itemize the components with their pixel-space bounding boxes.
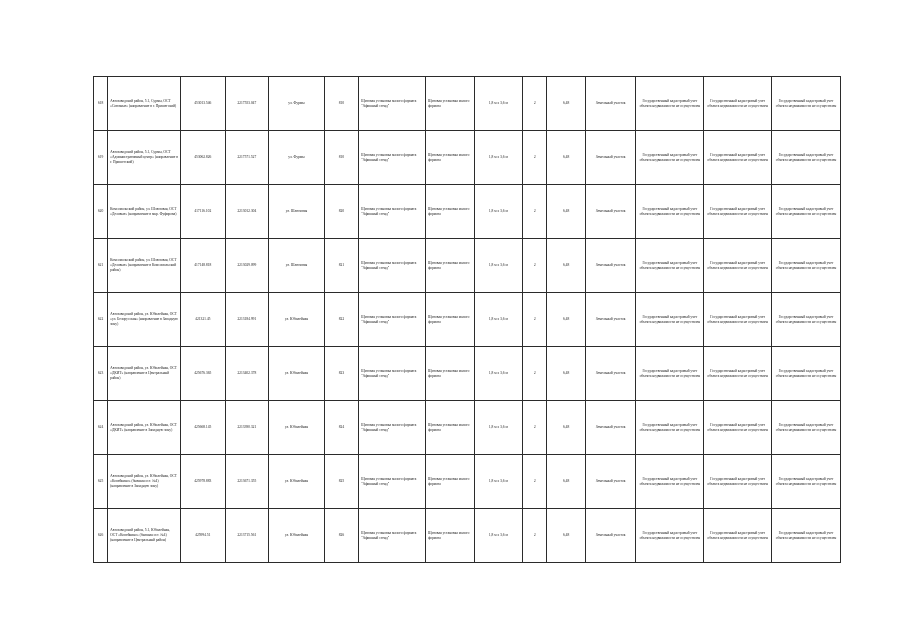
size-cell: 1,8 м х 3,6 м — [474, 131, 523, 185]
table-row — [94, 131, 841, 185]
cadastral-status-cell: Государственный кадастровый учет объекта недвижимости не осуществлен — [772, 239, 841, 293]
coordinate-y-cell: 2217553.047 — [225, 77, 269, 131]
coordinate-x-cell: 425668.145 — [181, 401, 226, 455]
construction-cell: Щитовая установка малого формата "Афишный стенд" — [359, 347, 426, 401]
area-cell: 6,48 — [547, 131, 585, 185]
cadastral-status-cell: Государственный кадастровый учет объекта недвижимости не осуществлен — [636, 293, 704, 347]
construction-cell: Щитовая установка малого формата "Афишный стенд" — [359, 185, 426, 239]
cadastral-status-cell: Государственный кадастровый учет объекта недвижимости не осуществлен — [772, 293, 841, 347]
cadastral-status-cell: Государственный кадастровый учет объекта недвижимости не осуществлен — [704, 77, 772, 131]
cadastral-status-cell: Государственный кадастровый учет объекта недвижимости не осуществлен — [704, 239, 772, 293]
area-cell: 6,48 — [547, 509, 585, 563]
structure-code-cell: 823 — [324, 347, 358, 401]
advertising-structures-table — [93, 76, 841, 563]
coordinate-x-cell: 453013.546 — [181, 77, 226, 131]
table-row — [94, 77, 841, 131]
address-cell: Автозаводский район, 5.1, Сурмы, ОСТ «Административный центр» (направление в г. Пришегский) — [108, 131, 181, 185]
area-cell: 6,48 — [547, 455, 585, 509]
land-type-cell: Земельный участок — [585, 347, 636, 401]
land-type-cell: Земельный участок — [585, 77, 636, 131]
sides-cell: 2 — [523, 239, 547, 293]
size-cell: 1,8 м х 3,6 м — [474, 77, 523, 131]
coordinate-x-cell: 425978.883 — [181, 455, 226, 509]
structure-type-cell: Щитовая установка малого формата — [425, 131, 474, 185]
cadastral-status-cell: Государственный кадастровый учет объекта недвижимости не осуществлен — [636, 401, 704, 455]
construction-cell: Щитовая установка малого формата "Афишный стенд" — [359, 131, 426, 185]
table-row — [94, 401, 841, 455]
row-number: 623 — [94, 347, 108, 401]
land-type-cell: Земельный участок — [585, 509, 636, 563]
sides-cell: 2 — [523, 509, 547, 563]
cadastral-status-cell: Государственный кадастровый учет объекта недвижимости не осуществлен — [772, 347, 841, 401]
structure-type-cell: Щитовая установка малого формата — [425, 401, 474, 455]
structure-code-cell: 822 — [324, 293, 358, 347]
coordinate-x-cell: 417148.818 — [181, 239, 226, 293]
area-cell: 6,48 — [547, 401, 585, 455]
cadastral-status-cell: Государственный кадастровый учет объекта недвижимости не осуществлен — [636, 455, 704, 509]
row-number: 618 — [94, 77, 108, 131]
address-cell: Автозаводский район, ул. Юбилейная, ОСТ «ДКИТ» (направление в Западную зону) — [108, 401, 181, 455]
construction-cell: Щитовая установка малого формата "Афишный стенд" — [359, 401, 426, 455]
sides-cell: 2 — [523, 293, 547, 347]
cadastral-status-cell: Государственный кадастровый учет объекта недвижимости не осуществлен — [704, 347, 772, 401]
table-row — [94, 347, 841, 401]
coordinate-x-cell: 425676.365 — [181, 347, 226, 401]
cadastral-status-cell: Государственный кадастровый учет объекта недвижимости не осуществлен — [704, 293, 772, 347]
structure-type-cell: Щитовая установка малого формата — [425, 293, 474, 347]
table-row — [94, 293, 841, 347]
structure-type-cell: Щитовая установка малого формата — [425, 509, 474, 563]
coordinate-y-cell: 2213715.561 — [225, 509, 269, 563]
structure-code-cell: 810 — [324, 77, 358, 131]
size-cell: 1,8 м х 3,6 м — [474, 347, 523, 401]
cadastral-status-cell: Государственный кадастровый учет объекта недвижимости не осуществлен — [636, 239, 704, 293]
street-cell: ул. Юбилейная — [269, 293, 325, 347]
cadastral-status-cell: Государственный кадастровый учет объекта недвижимости не осуществлен — [772, 131, 841, 185]
coordinate-x-cell: 425994.51 — [181, 509, 226, 563]
coordinate-y-cell: 2217571.527 — [225, 131, 269, 185]
row-number: 622 — [94, 293, 108, 347]
cadastral-status-cell: Государственный кадастровый учет объекта недвижимости не осуществлен — [636, 347, 704, 401]
cadastral-status-cell: Государственный кадастровый учет объекта недвижимости не осуществлен — [772, 455, 841, 509]
street-cell: ул. Юбилейная — [269, 401, 325, 455]
sides-cell: 2 — [523, 77, 547, 131]
size-cell: 1,8 м х 3,6 м — [474, 455, 523, 509]
construction-cell: Щитовая установка малого формата "Афишный стенд" — [359, 293, 426, 347]
address-cell: Комсомольский район, ул. Шлюзовая, ОСТ «Деловые» (направление в мкр. Фуфирова) — [108, 185, 181, 239]
cadastral-status-cell: Государственный кадастровый учет объекта недвижимости не осуществлен — [704, 185, 772, 239]
row-number: 621 — [94, 239, 108, 293]
address-cell: Автозаводский район, 5.1, Сурмы, ОСТ «Союзные» (направление в г. Пришегский) — [108, 77, 181, 131]
row-number: 624 — [94, 401, 108, 455]
cadastral-status-cell: Государственный кадастровый учет объекта недвижимости не осуществлен — [704, 401, 772, 455]
row-number: 619 — [94, 131, 108, 185]
cadastral-status-cell: Государственный кадастровый учет объекта недвижимости не осуществлен — [772, 401, 841, 455]
cadastral-status-cell: Государственный кадастровый учет объекта недвижимости не осуществлен — [636, 77, 704, 131]
street-cell: ул. Фурмы — [269, 77, 325, 131]
structure-code-cell: 824 — [324, 401, 358, 455]
street-cell: ул. Шлюзовая — [269, 239, 325, 293]
land-type-cell: Земельный участок — [585, 131, 636, 185]
construction-cell: Щитовая установка малого формата "Афишный стенд" — [359, 239, 426, 293]
coordinate-y-cell: 2213390.321 — [225, 401, 269, 455]
street-cell: ул. Юбилейная — [269, 455, 325, 509]
sides-cell: 2 — [523, 455, 547, 509]
table-row — [94, 185, 841, 239]
coordinate-x-cell: 417116.102 — [181, 185, 226, 239]
size-cell: 1,8 м х 3,6 м — [474, 293, 523, 347]
cadastral-status-cell: Государственный кадастровый учет объекта недвижимости не осуществлен — [704, 131, 772, 185]
structure-code-cell: 810 — [324, 131, 358, 185]
structure-type-cell: Щитовая установка малого формата — [425, 455, 474, 509]
street-cell: ул. Шлюзовая — [269, 185, 325, 239]
structure-code-cell: 826 — [324, 509, 358, 563]
address-cell: Автозаводский район, ул. Юбилейная, ОСТ «ул. Белорусская» (направление в Западную зону) — [108, 293, 181, 347]
area-cell: 6,48 — [547, 293, 585, 347]
land-type-cell: Земельный участок — [585, 185, 636, 239]
sides-cell: 2 — [523, 401, 547, 455]
land-type-cell: Земельный участок — [585, 239, 636, 293]
area-cell: 6,48 — [547, 185, 585, 239]
structure-type-cell: Щитовая установка малого формата — [425, 239, 474, 293]
sides-cell: 2 — [523, 131, 547, 185]
street-cell: ул. Фурмы — [269, 131, 325, 185]
construction-cell: Щитовая установка малого формата "Афишный стенд" — [359, 509, 426, 563]
structure-code-cell: 821 — [324, 239, 358, 293]
coordinate-y-cell: 2213402.378 — [225, 347, 269, 401]
size-cell: 1,8 м х 3,6 м — [474, 185, 523, 239]
cadastral-status-cell: Государственный кадастровый учет объекта недвижимости не осуществлен — [636, 185, 704, 239]
construction-cell: Щитовая установка малого формата "Афишный стенд" — [359, 455, 426, 509]
structure-code-cell: 820 — [324, 185, 358, 239]
street-cell: ул. Юбилейная — [269, 347, 325, 401]
land-type-cell: Земельный участок — [585, 293, 636, 347]
row-number: 625 — [94, 455, 108, 509]
size-cell: 1,8 м х 3,6 м — [474, 401, 523, 455]
size-cell: 1,8 м х 3,6 м — [474, 509, 523, 563]
address-cell: Комсомольский район, ул. Шлюзовая, ОСТ «Деловые» (направление в Комсомольский район) — [108, 239, 181, 293]
construction-cell: Щитовая установка малого формата "Афишный стенд" — [359, 77, 426, 131]
structure-type-cell: Щитовая установка малого формата — [425, 347, 474, 401]
sides-cell: 2 — [523, 185, 547, 239]
coordinate-y-cell: 2213671.355 — [225, 455, 269, 509]
cadastral-status-cell: Государственный кадастровый учет объекта недвижимости не осуществлен — [772, 509, 841, 563]
structure-type-cell: Щитовая установка малого формата — [425, 185, 474, 239]
cadastral-status-cell: Государственный кадастровый учет объекта недвижимости не осуществлен — [772, 77, 841, 131]
structure-type-cell: Щитовая установка малого формата — [425, 77, 474, 131]
area-cell: 6,48 — [547, 347, 585, 401]
area-cell: 6,48 — [547, 239, 585, 293]
table-row — [94, 455, 841, 509]
sides-cell: 2 — [523, 347, 547, 401]
coordinate-x-cell: 421321.45 — [181, 293, 226, 347]
land-type-cell: Земельный участок — [585, 455, 636, 509]
row-number: 626 — [94, 509, 108, 563]
address-cell: Автозаводский район, ул. Юбилейная, ОСТ «ДКИТ» (направление в Центральный район) — [108, 347, 181, 401]
table-row — [94, 509, 841, 563]
coordinate-x-cell: 453062.826 — [181, 131, 226, 185]
address-cell: Автозаводский район, ул. Юбилейная, ОСТ «Копейкино» (бывшая ост. №4) (направление в Западную зону) — [108, 455, 181, 509]
structure-code-cell: 825 — [324, 455, 358, 509]
size-cell: 1,8 м х 3,6 м — [474, 239, 523, 293]
row-number: 620 — [94, 185, 108, 239]
cadastral-status-cell: Государственный кадастровый учет объекта недвижимости не осуществлен — [772, 185, 841, 239]
coordinate-y-cell: 2213012.304 — [225, 185, 269, 239]
coordinate-y-cell: 2213029.099 — [225, 239, 269, 293]
land-type-cell: Земельный участок — [585, 401, 636, 455]
coordinate-y-cell: 2213184.991 — [225, 293, 269, 347]
cadastral-status-cell: Государственный кадастровый учет объекта недвижимости не осуществлен — [636, 509, 704, 563]
street-cell: ул. Юбилейная — [269, 509, 325, 563]
cadastral-status-cell: Государственный кадастровый учет объекта недвижимости не осуществлен — [704, 455, 772, 509]
area-cell: 6,48 — [547, 77, 585, 131]
address-cell: Автозаводский район, 5.1, Юбилейная, ОСТ «Копейкино» (бывшая ост. №4) (направление в Центральный район) — [108, 509, 181, 563]
cadastral-status-cell: Государственный кадастровый учет объекта недвижимости не осуществлен — [636, 131, 704, 185]
cadastral-status-cell: Государственный кадастровый учет объекта недвижимости не осуществлен — [704, 509, 772, 563]
table-row — [94, 239, 841, 293]
